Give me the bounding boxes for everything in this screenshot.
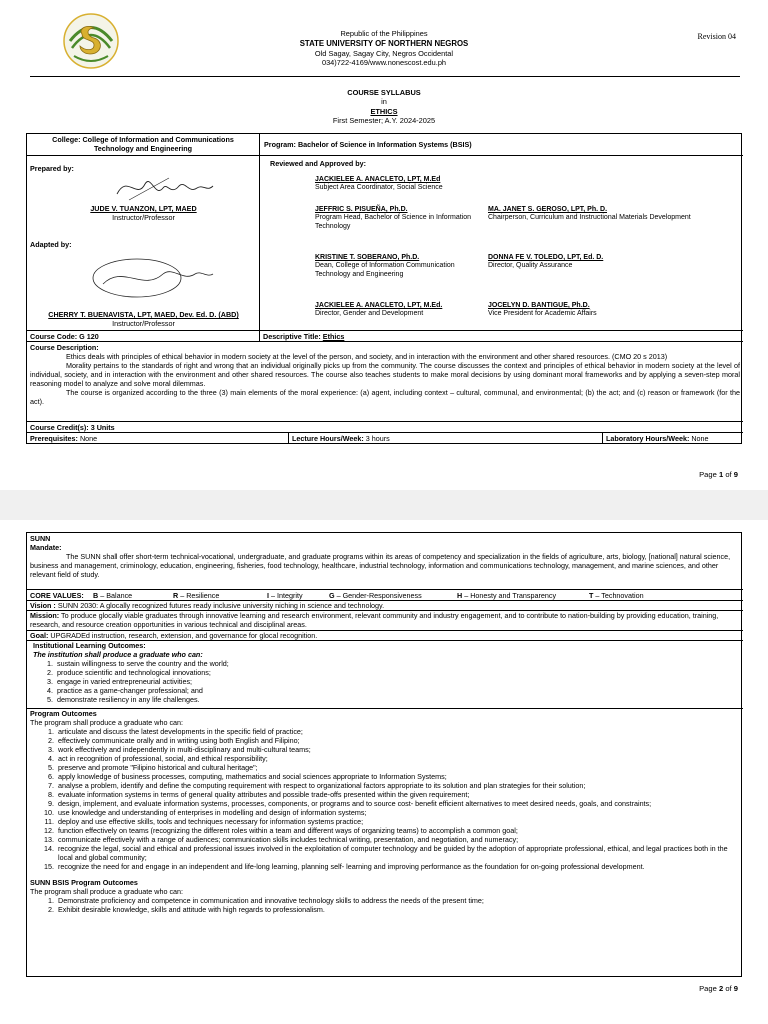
prepared-cell	[27, 156, 260, 331]
course-description-cell	[27, 342, 743, 422]
college-label: College: College of Information and Communications	[52, 135, 234, 144]
course-description-label: Course Description:	[30, 343, 99, 352]
core-values-cell	[27, 590, 743, 601]
page-gap	[0, 490, 768, 520]
reviewer-name: JEFFRIC S. PISUEÑA, Ph.D.	[315, 206, 408, 213]
ilo-intro: The institution shall produce a graduate who can:	[33, 650, 203, 659]
vision-text: SUNN 2030: A glocally recognized futures ready inclusive university niching in science and technology.	[57, 601, 385, 610]
list-item: 10. use knowledge and understanding of enterprises in modelling and design of information systems;	[56, 808, 740, 817]
reviewer-title: Program Head, Bachelor of Science in Information Technology	[315, 214, 472, 230]
ilo-cell	[27, 641, 743, 709]
program-cell	[260, 134, 743, 156]
page-current: 2	[718, 984, 724, 993]
lecture-value: 3 hours	[365, 434, 390, 443]
list-item: 15. recognize the need for and engage in an independent and life-long learning, planning self- learning and improving performance as the foundation for on-going professional development.	[56, 862, 740, 871]
list-item: 4. practice as a game-changer professional; and	[55, 686, 737, 695]
prepared-by-label: Prepared by:	[30, 164, 74, 173]
po-intro: The program shall produce a graduate who can:	[30, 718, 184, 727]
mission-text: To produce glocally viable graduates through innovative learning and research environment, relevant community and industry engagement, and to contribute to nation-building by providing education, training, research, and resource creation opportunities in various technical and disciplinal areas.	[30, 611, 719, 629]
letterhead-address: Old Sagay, Sagay City, Negros Occidental	[314, 48, 454, 58]
course-description-p3: The course is organized according to the three (3) main elements of the moral experience: (a) agent, including context – cultural, communal, and environmental; (b) the act; and (c) reason or framework (for the act).	[30, 388, 740, 406]
adapter-block	[27, 310, 260, 328]
page-prefix: Page	[699, 470, 719, 479]
list-item: 1. sustain willingness to serve the country and the world;	[55, 659, 737, 668]
page-total: 9	[733, 984, 738, 993]
core-value-i: I – Integrity	[267, 591, 303, 600]
preparer-block	[27, 204, 260, 222]
list-item: 5. preserve and promote "Filipino historical and cultural heritage";	[56, 763, 740, 772]
po-label: Program Outcomes	[30, 709, 97, 718]
reviewer-5	[488, 254, 688, 271]
institution-table	[26, 532, 742, 977]
page-of: of	[723, 984, 734, 993]
header-divider	[30, 76, 740, 77]
goal-text: UPGRADEd instruction, research, extension, and governance for glocal recognition.	[50, 631, 318, 640]
ilo-list	[33, 659, 737, 704]
reviewer-2	[315, 206, 475, 231]
page-number-2	[699, 984, 738, 993]
ilo-label: Institutional Learning Outcomes:	[33, 641, 146, 650]
preparer-name: JUDE V. TUANZON, LPT, MAED	[90, 204, 197, 213]
reviewer-name: JACKIELEE A. ANACLETO, LPT, M.Ed.	[315, 302, 443, 309]
list-item: 2. Exhibit desirable knowledge, skills and attitude with high regards to professionalism.	[56, 905, 740, 914]
core-values-label: CORE VALUES:	[30, 591, 84, 600]
adapted-by-label: Adapted by:	[30, 240, 72, 249]
page-prefix: Page	[699, 984, 719, 993]
adapter-title: Instructor/Professor	[112, 319, 175, 328]
preparer-title: Instructor/Professor	[112, 213, 175, 222]
syllabus-in: in	[381, 97, 387, 107]
adapter-name: CHERRY T. BUENAVISTA, LPT, MAED, Dev. Ed. D. (ABD)	[48, 310, 239, 319]
prereq-label: Prerequisites:	[30, 434, 78, 443]
vision-cell	[27, 601, 743, 611]
reviewer-title: Vice President for Academic Affairs	[488, 310, 597, 318]
revision-label: Revision 04	[697, 32, 736, 41]
po-list	[30, 727, 740, 871]
reviewer-6	[315, 302, 485, 319]
syllabus-title-block	[234, 88, 534, 125]
reviewer-3	[488, 206, 738, 223]
goal-cell	[27, 631, 743, 641]
list-item: 8. evaluate information systems in terms of general quality attributes and possible trade-offs presented within the given requirement;	[56, 790, 740, 799]
goal-label: Goal:	[30, 631, 49, 640]
prereq-cell	[27, 433, 289, 444]
reviewer-name: JACKIELEE A. ANACLETO, LPT, M.Ed	[315, 176, 441, 183]
reviewer-7	[488, 302, 688, 319]
syllabus-page-2	[0, 520, 768, 1024]
reviewer-name: DONNA FE V. TOLEDO, LPT, Ed. D.	[488, 254, 604, 261]
reviewer-4	[315, 254, 465, 279]
lab-label: Laboratory Hours/Week:	[606, 434, 690, 443]
list-item: 3. engage in varied entrepreneurial activities;	[55, 677, 737, 686]
list-item: 5. demonstrate resiliency in any life challenges.	[55, 695, 737, 704]
lecture-cell	[289, 433, 603, 444]
college-cell	[27, 134, 260, 156]
reviewed-label: Reviewed and Approved by:	[270, 159, 366, 168]
course-code-cell	[27, 331, 260, 342]
university-seal-icon	[60, 10, 122, 72]
letterhead	[234, 29, 534, 68]
syllabus-subject: ETHICS	[370, 106, 398, 116]
list-item: 1. Demonstrate proficiency and competence in communication and innovative technology skills to address the needs of the present time;	[56, 896, 740, 905]
list-item: 9. design, implement, and evaluate information systems, processes, components, or programs and to source cost- benefit efficient alternatives to meet desired needs, goals, and constraints;	[56, 799, 740, 808]
core-value-g: G – Gender-Responsiveness	[329, 591, 422, 600]
college-label-2: Technology and Engineering	[93, 144, 193, 153]
letterhead-contact: 034)722-4169/www.nonescost.edu.ph	[321, 58, 447, 68]
list-item: 13. communicate effectively with a range of audiences; communication skills includes technical writing, presentation, and negotiation, and numeracy;	[56, 835, 740, 844]
list-item: 12. function effectively on teams (recognizing the different roles within a team and different ways of organizing teams) to accomplish a common goal;	[56, 826, 740, 835]
reviewer-title: Director, Quality Assurance	[488, 262, 573, 270]
signature-icon	[109, 170, 219, 206]
reviewer-title: Director, Gender and Development	[315, 310, 424, 318]
list-item: 2. produce scientific and technological innovations;	[55, 668, 737, 677]
mission-label: Mission:	[30, 611, 60, 620]
vision-label: Vision :	[30, 601, 56, 610]
sunn-label: SUNN	[30, 534, 51, 543]
reviewer-name: KRISTINE T. SOBERANO, Ph.D.	[315, 254, 420, 261]
course-code: Course Code: G 120	[30, 332, 99, 341]
page-of: of	[723, 470, 734, 479]
list-item: 7. analyse a problem, identify and define the computing requirement with respect to organizational factors appropriate to its solution and plan strategies for their solution;	[56, 781, 740, 790]
course-description-p2: Morality pertains to the standards of right and wrong that an individual originally picks up from the community. The course discusses the context and principles of ethical behavior in modern society at the level of individual, society, and in interaction with the environment and other shared resources. The course also teaches students to make moral decisions by using dominant moral frameworks and by applying a seven-step moral reasoning model to analyze and solve moral dilemmas.	[30, 361, 740, 388]
lab-value: None	[691, 434, 709, 443]
syllabus-title: COURSE SYLLABUS	[347, 88, 421, 97]
bsis-list	[30, 896, 740, 914]
core-value-r: R – Resilience	[173, 591, 220, 600]
reviewers-cell	[260, 156, 743, 331]
page-total: 9	[733, 470, 738, 479]
mission-cell	[27, 611, 743, 631]
program-outcomes-cell	[27, 709, 743, 978]
syllabus-info-table	[26, 133, 742, 444]
reviewer-title: Dean, College of Information Communication Technology and Engineering	[315, 262, 455, 278]
page-number-1	[699, 470, 738, 479]
reviewer-1	[315, 176, 465, 193]
course-credits: Course Credit(s): 3 Units	[30, 423, 115, 432]
lab-cell	[603, 433, 743, 444]
reviewer-name: MA. JANET S. GEROSO, LPT, Ph. D.	[488, 206, 608, 213]
list-item: 4. act in recognition of professional, social, and ethical responsibility;	[56, 754, 740, 763]
syllabus-semester: First Semester; A.Y. 2024-2025	[332, 115, 436, 125]
course-description-p1: Ethics deals with principles of ethical behavior in modern society at the level of the person, and society, and in interaction with the environment and other shared resources. (CMO 20 s 2013)	[66, 352, 668, 361]
page-current: 1	[718, 470, 724, 479]
desc-title-value: Ethics	[322, 332, 345, 341]
core-value-t: T – Technovation	[589, 591, 644, 600]
bsis-intro: The program shall produce a graduate who can:	[30, 887, 184, 896]
desc-title-label: Descriptive Title:	[263, 332, 323, 341]
credits-cell	[27, 422, 743, 433]
reviewer-name: JOCELYN D. BANTIGUE, Ph.D.	[488, 302, 590, 309]
list-item: 2. effectively communicate orally and in writing using both English and Filipino;	[56, 736, 740, 745]
signature-icon	[83, 252, 217, 304]
program-label: Program: Bachelor of Science in Information Systems (BSIS)	[264, 140, 472, 149]
mandate-cell	[27, 533, 743, 590]
reviewer-title: Subject Area Coordinator, Social Science	[315, 184, 443, 192]
bsis-label: SUNN BSIS Program Outcomes	[30, 878, 138, 887]
list-item: 1. articulate and discuss the latest developments in the specific field of practice;	[56, 727, 740, 736]
university-name: STATE UNIVERSITY OF NORTHERN NEGROS	[299, 38, 469, 48]
mandate-label: Mandate:	[30, 543, 62, 552]
syllabus-page-1	[0, 0, 768, 490]
reviewer-title: Chairperson, Curriculum and Instructional Materials Development	[488, 214, 691, 222]
list-item: 6. apply knowledge of business processes, computing, mathematics and social sciences appropriate to Information Systems;	[56, 772, 740, 781]
lecture-label: Lecture Hours/Week:	[292, 434, 364, 443]
desc-title-cell	[260, 331, 743, 342]
list-item: 14. recognize the legal, social and ethical and professional issues involved in the exploitation of computer technology and be guided by the adoption of appropriate professional, ethical, and legal practices both in the local and global community;	[56, 844, 740, 862]
list-item: 11. deploy and use effective skills, tools and techniques necessary for information systems practice;	[56, 817, 740, 826]
prereq-value: None	[79, 434, 98, 443]
letterhead-line1: Republic of the Philippines	[340, 29, 428, 38]
mandate-text: The SUNN shall offer short-term technical-vocational, undergraduate, and graduate programs within its areas of competency and specialization in the fields of agriculture, arts, biology, [national] natural science, business and management, criminology, education, engineering, fisheries, food technology, healthcare, industrial technology, information and communications technology, management, and marine sciences, and other relevant field of study.	[30, 552, 731, 579]
list-item: 3. work effectively and independently in multi-disciplinary and multi-cultural teams;	[56, 745, 740, 754]
core-value-h: H – Honesty and Transparency	[457, 591, 557, 600]
core-value-b: B – Balance	[93, 591, 133, 600]
